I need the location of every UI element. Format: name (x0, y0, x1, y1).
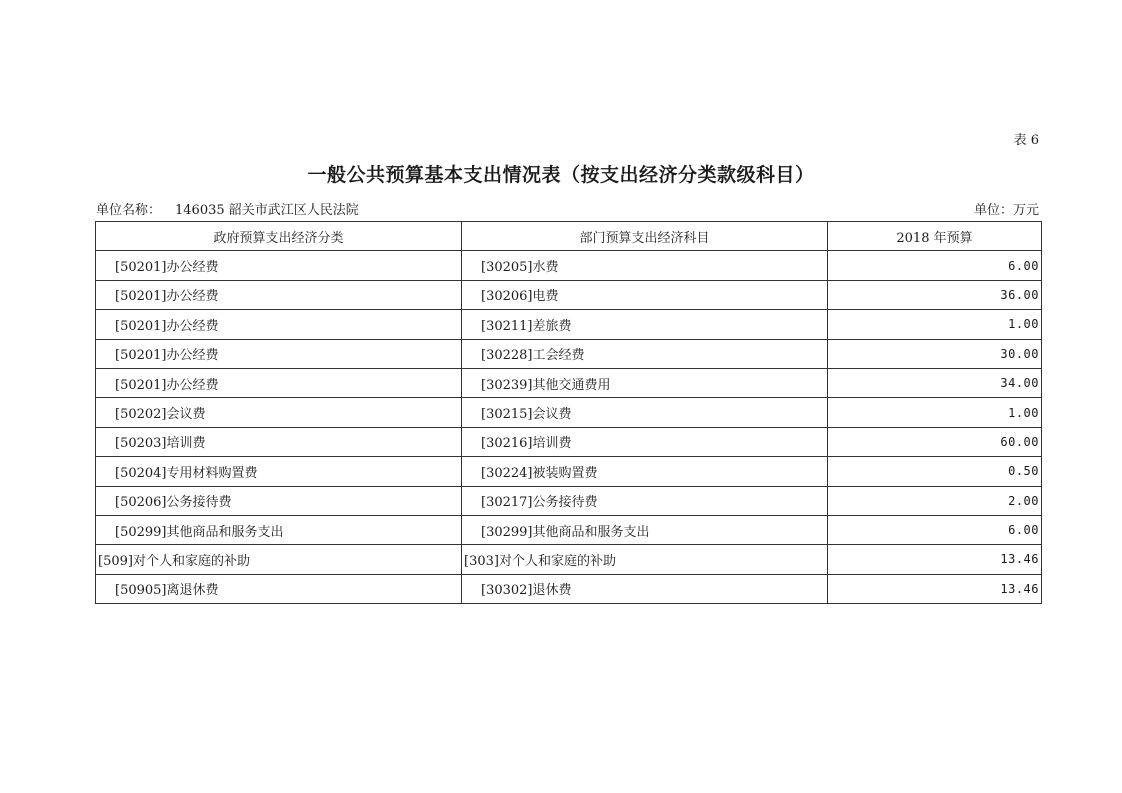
budget-amount-cell: 13.46 (828, 545, 1042, 574)
dept-subject-cell: [30216]培训费 (462, 427, 828, 456)
unit-name (96, 199, 359, 218)
gov-category-cell: [50299]其他商品和服务支出 (96, 515, 462, 544)
currency-unit: 单位：万元 (973, 203, 1039, 218)
table-row (96, 457, 1042, 486)
gov-category-cell: [50202]会议费 (96, 398, 462, 427)
gov-category-cell: [50201]办公经费 (96, 310, 462, 339)
dept-subject-cell: [303]对个人和家庭的补助 (462, 545, 828, 574)
dept-subject-cell: [30205]水费 (462, 251, 828, 280)
table-row (96, 427, 1042, 456)
header-dept-subject: 部门预算支出经济科目 (462, 222, 828, 251)
budget-amount-cell: 1.00 (828, 310, 1042, 339)
dept-subject-cell: [30224]被装购置费 (462, 457, 828, 486)
table-number: 表 6 (1013, 133, 1039, 148)
header-budget-2018: 2018 年预算 (828, 222, 1042, 251)
budget-amount-cell: 36.00 (828, 280, 1042, 309)
table-row (96, 486, 1042, 515)
table-row (96, 280, 1042, 309)
dept-subject-cell: [30302]退休费 (462, 574, 828, 603)
dept-subject-cell: [30299]其他商品和服务支出 (462, 515, 828, 544)
budget-table (95, 221, 1042, 604)
table-row (96, 545, 1042, 574)
budget-amount-cell: 6.00 (828, 515, 1042, 544)
gov-category-cell: [50201]办公经费 (96, 368, 462, 397)
table-row (96, 515, 1042, 544)
dept-subject-cell: [30206]电费 (462, 280, 828, 309)
page-title: 一般公共预算基本支出情况表（按支出经济分类款级科目） (307, 164, 815, 186)
table-row (96, 368, 1042, 397)
table-row (96, 574, 1042, 603)
dept-subject-cell: [30239]其他交通费用 (462, 368, 828, 397)
table-header-row (96, 222, 1042, 251)
budget-amount-cell: 60.00 (828, 427, 1042, 456)
budget-amount-cell: 30.00 (828, 339, 1042, 368)
gov-category-cell: [50204]专用材料购置费 (96, 457, 462, 486)
budget-amount-cell: 6.00 (828, 251, 1042, 280)
gov-category-cell: [50203]培训费 (96, 427, 462, 456)
budget-amount-cell: 2.00 (828, 486, 1042, 515)
dept-subject-cell: [30217]公务接待费 (462, 486, 828, 515)
budget-amount-cell: 1.00 (828, 398, 1042, 427)
table-row (96, 251, 1042, 280)
dept-subject-cell: [30228]工会经费 (462, 339, 828, 368)
gov-category-cell: [50201]办公经费 (96, 339, 462, 368)
table-row (96, 339, 1042, 368)
unit-name-label: 单位名称： (96, 203, 162, 218)
gov-category-cell: [50201]办公经费 (96, 251, 462, 280)
dept-subject-cell: [30211]差旅费 (462, 310, 828, 339)
header-gov-category: 政府预算支出经济分类 (96, 222, 462, 251)
budget-amount-cell: 34.00 (828, 368, 1042, 397)
table-row (96, 398, 1042, 427)
budget-amount-cell: 0.50 (828, 457, 1042, 486)
table-row (96, 310, 1042, 339)
unit-name-value: 146035 韶关市武江区人民法院 (175, 203, 359, 218)
dept-subject-cell: [30215]会议费 (462, 398, 828, 427)
gov-category-cell: [50905]离退休费 (96, 574, 462, 603)
budget-amount-cell: 13.46 (828, 574, 1042, 603)
gov-category-cell: [509]对个人和家庭的补助 (96, 545, 462, 574)
gov-category-cell: [50201]办公经费 (96, 280, 462, 309)
gov-category-cell: [50206]公务接待费 (96, 486, 462, 515)
